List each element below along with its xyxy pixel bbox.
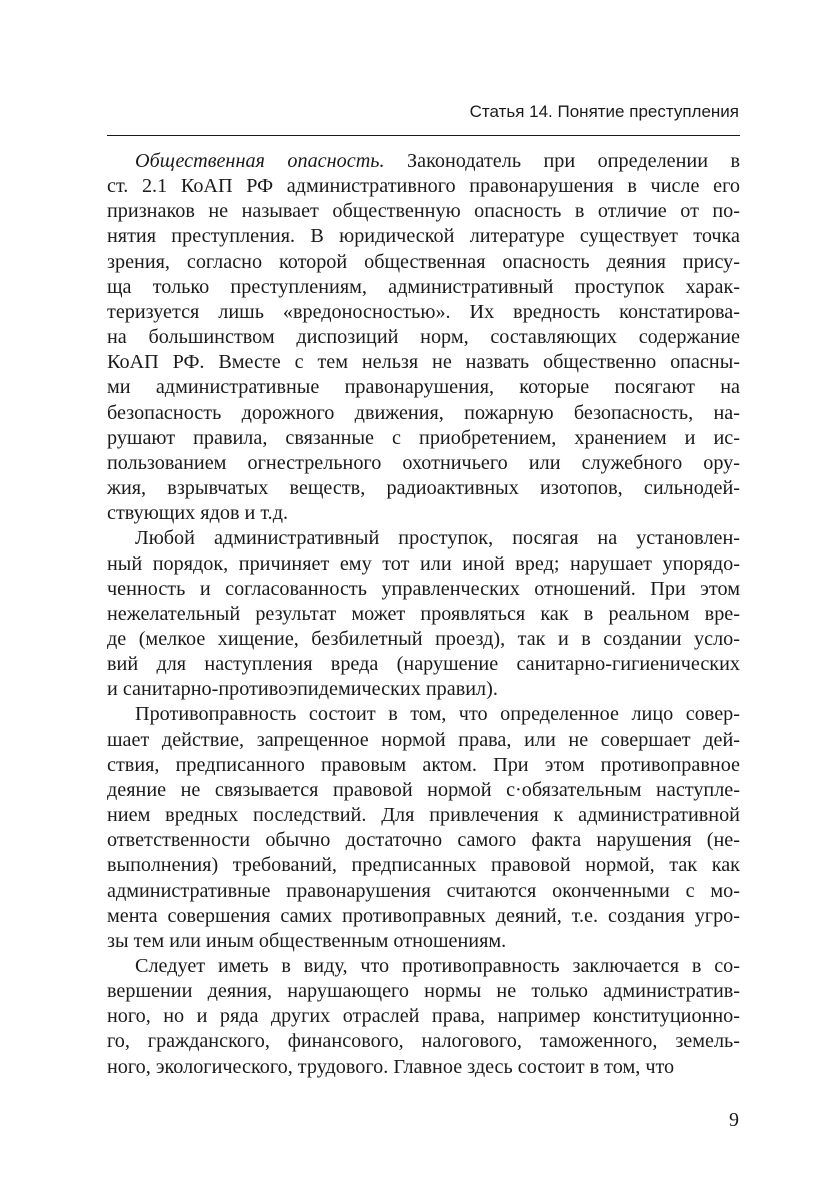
text-line: на большинством диспозиций норм, составляющих содержание <box>107 326 740 349</box>
text-line: зы тем или иным общественным отношениям. <box>107 929 507 952</box>
text-line: ответственности обычно достаточно самого факта нарушения (не- <box>107 829 740 852</box>
text-line: рушают правила, связанные с приобретением, хранением и ис- <box>107 426 740 449</box>
text-line: ный порядок, причиняет ему тот или иной вред; нарушает упорядо- <box>107 552 740 575</box>
text-line: нежелательный результат может проявляться как в реальном вре- <box>107 602 740 625</box>
text-line: жия, взрывчатых веществ, радиоактивных изотопов, сильнодей- <box>107 477 740 500</box>
text-line: ченность и согласованность управленческих отношений. При этом <box>107 577 740 600</box>
paragraph-public-danger <box>107 149 740 526</box>
text-line: го, гражданского, финансового, налогового, таможенного, земель- <box>107 1030 740 1053</box>
text-line: нятия преступления. В юридической литературе существует точка <box>107 225 740 248</box>
text-line: выполнения) требований, предписанных правовой нормой, так как <box>107 854 740 877</box>
text-line: нием вредных последствий. Для привлечения к административной <box>107 804 740 827</box>
text-line: ного, но и ряда других отраслей права, например конституционно- <box>107 1005 740 1028</box>
text-line: ствия, предписанного правовым актом. При этом противоправное <box>107 753 740 776</box>
text-line: ща только преступлениям, административный проступок харак- <box>107 275 740 298</box>
text-line: зрения, согласно которой общественная опасность деяния прису- <box>107 250 740 273</box>
header-rule <box>107 135 740 136</box>
text-line: ми административные правонарушения, которые посягают на <box>107 376 740 399</box>
paragraph-other-branches <box>107 954 740 1080</box>
text-line: пользованием огнестрельного охотничьего или служебного ору- <box>107 451 740 474</box>
page-number: 9 <box>729 1109 739 1131</box>
text-line: де (мелкое хищение, безбилетный проезд), так и в создании усло- <box>107 627 740 650</box>
italic-term: Общественная опасность. <box>135 150 385 172</box>
text-line: шает действие, запрещенное нормой права, или не совершает дей- <box>107 728 740 751</box>
text-line: мента совершения самих противоправных деяний, т.е. создания угро- <box>107 904 740 927</box>
running-header-title: Статья 14. Понятие преступления <box>469 102 739 121</box>
text-line: КоАП РФ. Вместе с тем нельзя не назвать общественно опасны- <box>107 351 740 374</box>
text-line: Любой административный проступок, посягая на установлен- <box>135 527 740 550</box>
text-line: вершении деяния, нарушающего нормы не только административ- <box>107 980 740 1003</box>
text-line: теризуется лишь «вредоносностью». Их вредность констатирова- <box>107 300 740 323</box>
text-line: Противоправность состоит в том, что определенное лицо совер- <box>135 703 740 726</box>
paragraph-harm <box>107 526 740 702</box>
text-line: Следует иметь в виду, что противоправность заключается в со- <box>135 955 740 977</box>
text-line: вий для наступления вреда (нарушение санитарно-гигиенических <box>107 653 740 676</box>
text-line: деяние не связывается правовой нормой с·обязательным наступле- <box>107 778 740 801</box>
text-line: административные правонарушения считаются оконченными с мо- <box>107 879 740 902</box>
text-line: ст. 2.1 КоАП РФ административного правонарушения в числе его <box>107 175 740 198</box>
text-line: и санитарно-противоэпидемических правил). <box>107 678 498 701</box>
text-line-rest: Законодатель при определении в <box>407 150 741 172</box>
text-line: ствующих ядов и т.д. <box>107 502 289 525</box>
paragraph-unlawfulness <box>107 702 740 954</box>
text-line <box>107 149 740 174</box>
page-body <box>107 149 740 1080</box>
text-line: признаков не называет общественную опасность в отличие от по- <box>107 200 740 223</box>
text-line: безопасность дорожного движения, пожарную безопасность, на- <box>107 401 740 424</box>
text-line: ного, экологического, трудового. Главное здесь состоит в том, что <box>107 1055 675 1078</box>
